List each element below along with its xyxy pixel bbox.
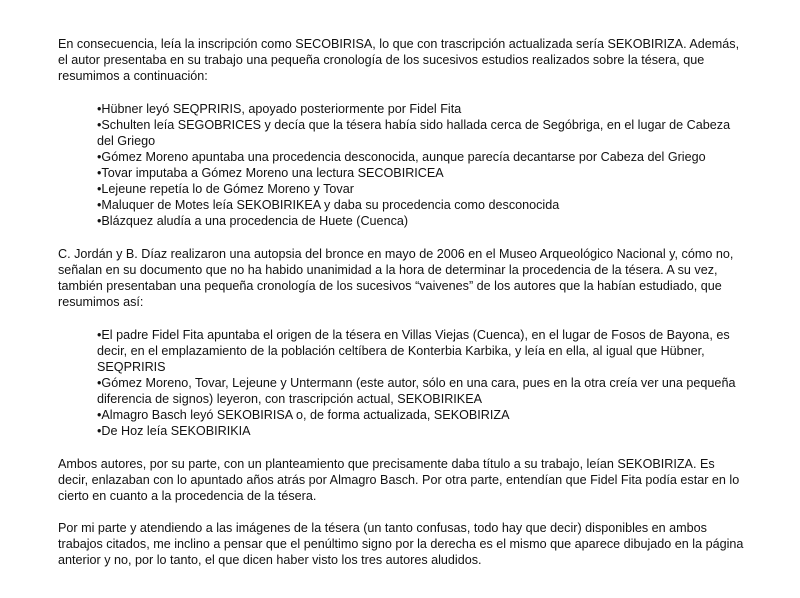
list-item: •Maluquer de Motes leía SEKOBIRIKEA y daba su procedencia como desconocida bbox=[97, 198, 560, 212]
list-item: •Hübner leyó SEQPRIRIS, apoyado posteriormente por Fidel Fita bbox=[97, 102, 462, 116]
list-item: •Blázquez aludía a una procedencia de Huete (Cuenca) bbox=[97, 214, 409, 228]
list-item: •Tovar imputaba a Gómez Moreno una lectura SECOBIRICEA bbox=[97, 166, 444, 180]
list-item: •De Hoz leía SEKOBIRIKIA bbox=[97, 424, 251, 438]
chronology-list-2 bbox=[58, 327, 748, 439]
paragraph-jordan-diaz: C. Jordán y B. Díaz realizaron una autopsia del bronce en mayo de 2006 en el Museo Arqueológico Nacional y, cómo no, señalan en su documento que no ha habido unanimidad a la hora de determinar la procedencia de la tésera. A su vez, también presentaban una pequeña cronología de los sucesivos “vaivenes” de los autores que la habían estudiado, que resumimos así: bbox=[58, 247, 734, 309]
paragraph-both-authors: Ambos autores, por su parte, con un planteamiento que precisamente daba título a su trabajo, leían SEKOBIRIZA. Es decir, enlazaban con lo apuntado años atrás por Almagro Basch. Por otra parte, entendían que Fidel Fita podía estar en lo cierto en cuanto a la procedencia de la tésera. bbox=[58, 457, 740, 503]
list-item: •Gómez Moreno apuntaba una procedencia desconocida, aunque parecía decantarse por Cabeza del Griego bbox=[97, 150, 706, 164]
list-item: •Lejeune repetía lo de Gómez Moreno y Tovar bbox=[97, 182, 354, 196]
paragraph-intro: En consecuencia, leía la inscripción como SECOBIRISA, lo que con trascripción actualizada sería SEKOBIRIZA. Además, el autor presentaba en su trabajo una pequeña cronología de los sucesivos estudios realizados sobre la tésera, que resumimos a continuación: bbox=[58, 37, 740, 83]
list-item: •Almagro Basch leyó SEKOBIRISA o, de forma actualizada, SEKOBIRIZA bbox=[97, 408, 510, 422]
list-item: •Gómez Moreno, Tovar, Lejeune y Untermann (este autor, sólo en una cara, pues en la otra creía ver una pequeña diferencia de signos) leyeron, con trascripción actual, SEKOBIRIKEA bbox=[97, 376, 736, 406]
paragraph-conclusion: Por mi parte y atendiendo a las imágenes de la tésera (un tanto confusas, todo hay que decir) disponibles en ambos trabajos citados, me inclino a pensar que el penúltimo signo por la derecha es el mismo que aparece dibujado en la página anterior y no, por lo tanto, el que dicen haber visto los tres autores aludidos. bbox=[58, 521, 744, 567]
paragraph-spacer bbox=[58, 504, 748, 520]
list-item: •Schulten leía SEGOBRICES y decía que la tésera había sido hallada cerca de Segóbriga, en el lugar de Cabeza del Griego bbox=[97, 118, 731, 148]
chronology-list-1 bbox=[58, 101, 748, 229]
document-page bbox=[58, 36, 748, 568]
list-item: •El padre Fidel Fita apuntaba el origen de la tésera en Villas Viejas (Cuenca), en el lugar de Fosos de Bayona, es decir, en el emplazamiento de la población celtíbera de Konterbia Karbika, y leía en ella, al igual que Hübner, SEQPRIRIS bbox=[97, 328, 730, 374]
